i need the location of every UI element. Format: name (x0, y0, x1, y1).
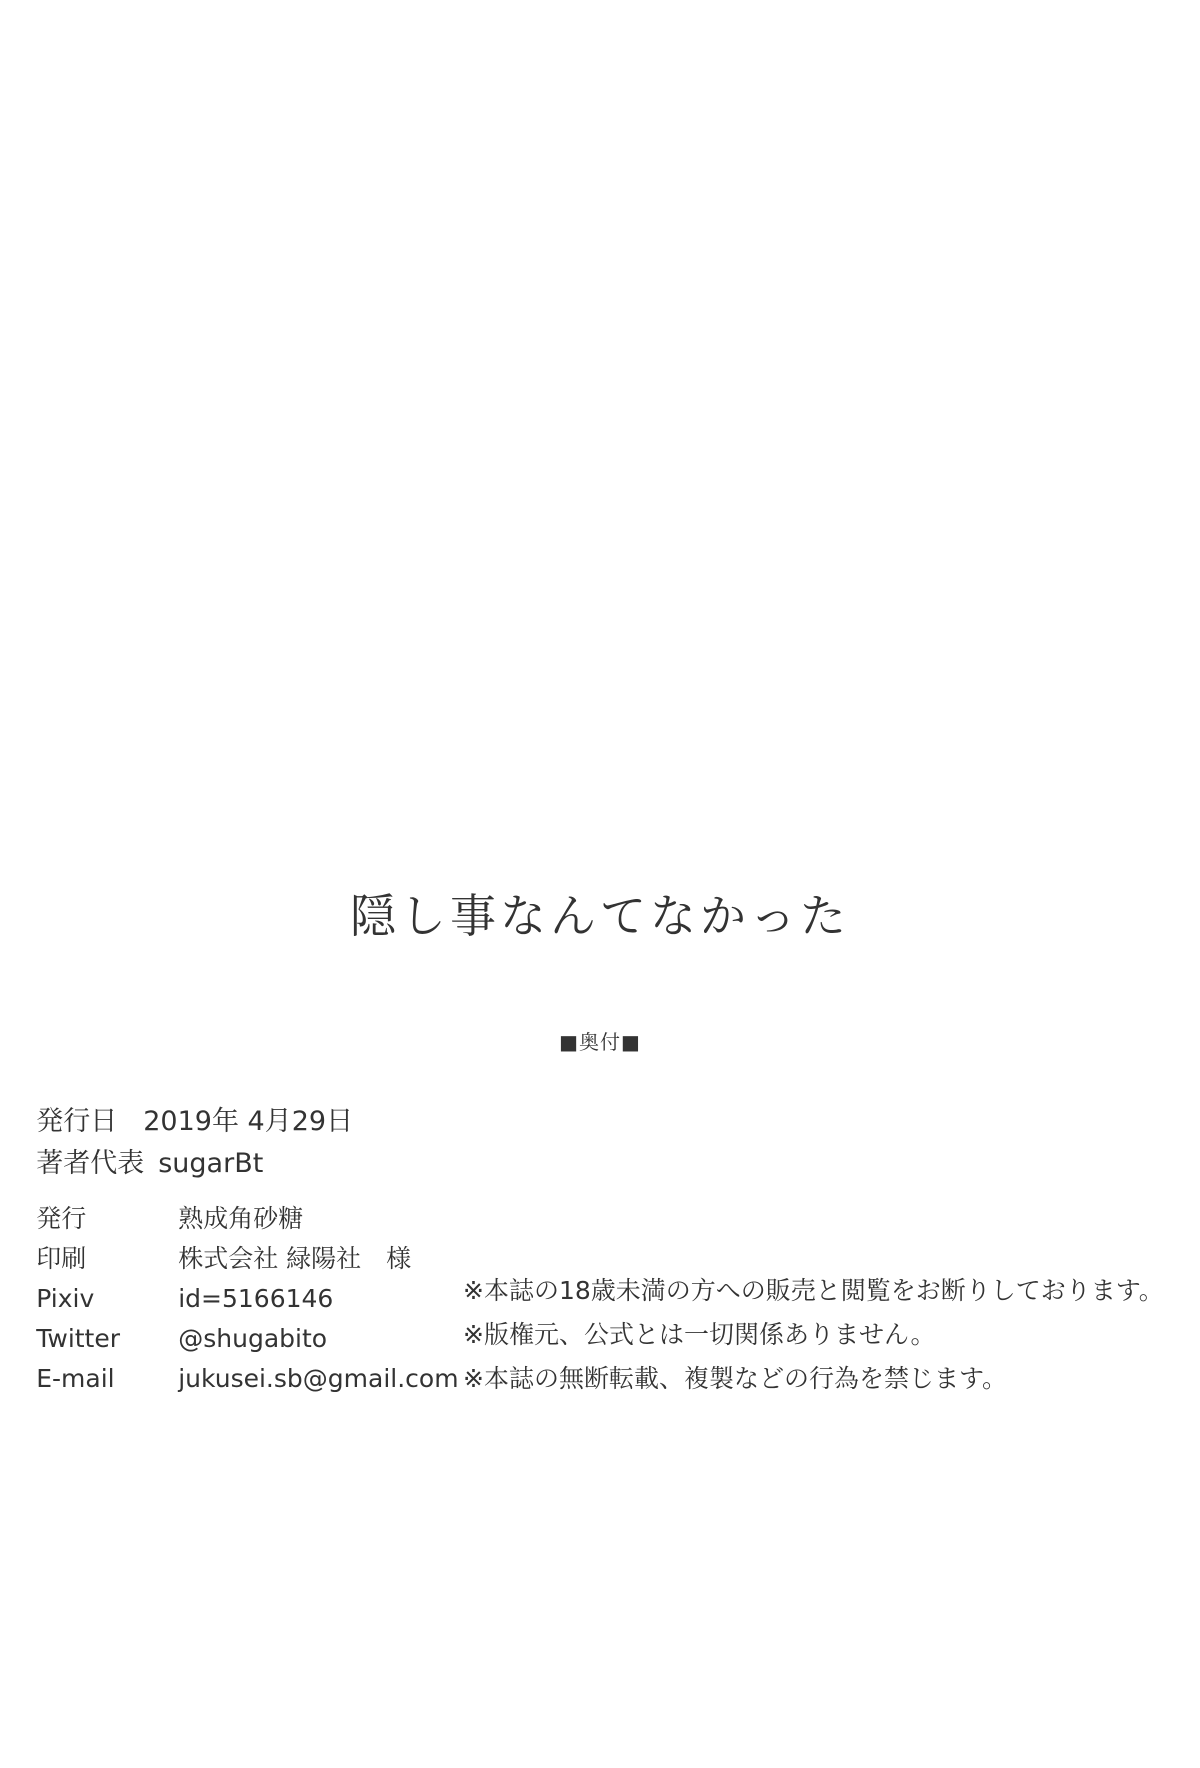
imprint-row (36, 1319, 458, 1359)
imprint-row (36, 1199, 458, 1239)
imprint-value: 熟成角砂糖 (178, 1204, 304, 1233)
imprint-label: Pixiv (36, 1284, 95, 1313)
imprint-rows (36, 1199, 458, 1399)
imprint-row (36, 1239, 458, 1279)
author-label: 著者代表 (36, 1148, 145, 1179)
imprint-value: jukusei.sb@gmail.com (178, 1364, 459, 1393)
imprint-block (36, 1101, 458, 1399)
imprint-row (36, 1279, 458, 1319)
publication-date-line (36, 1101, 458, 1143)
publication-date-value: 2019年 4月29日 (143, 1106, 354, 1137)
imprint-row (36, 1359, 458, 1399)
publication-date-label: 発行日 (36, 1106, 118, 1137)
colophon-block (0, 880, 1200, 1401)
imprint-value: @shugabito (178, 1324, 328, 1353)
imprint-label: 発行 (36, 1204, 87, 1233)
notice-line: ※本誌の無断転載、複製などの行為を禁じます。 (463, 1364, 1007, 1393)
notice-line: ※本誌の18歳未満の方への販売と閲覧をお断りしております。 (463, 1276, 1164, 1305)
notices-block (463, 1269, 1164, 1401)
imprint-label: 印刷 (36, 1244, 87, 1273)
page-title: 隠し事なんてなかった (350, 889, 850, 943)
imprint-label: E-mail (36, 1364, 115, 1393)
imprint-value: 株式会社 緑陽社 様 (178, 1244, 412, 1273)
notice-line: ※版権元、公式とは一切関係ありません。 (463, 1320, 936, 1349)
imprint-value: id=5166146 (178, 1284, 334, 1313)
author-line (36, 1143, 458, 1185)
imprint-label: Twitter (36, 1324, 121, 1353)
author-value: sugarBt (158, 1148, 264, 1179)
section-marker-okuzuke: ■奥付■ (559, 1030, 641, 1054)
